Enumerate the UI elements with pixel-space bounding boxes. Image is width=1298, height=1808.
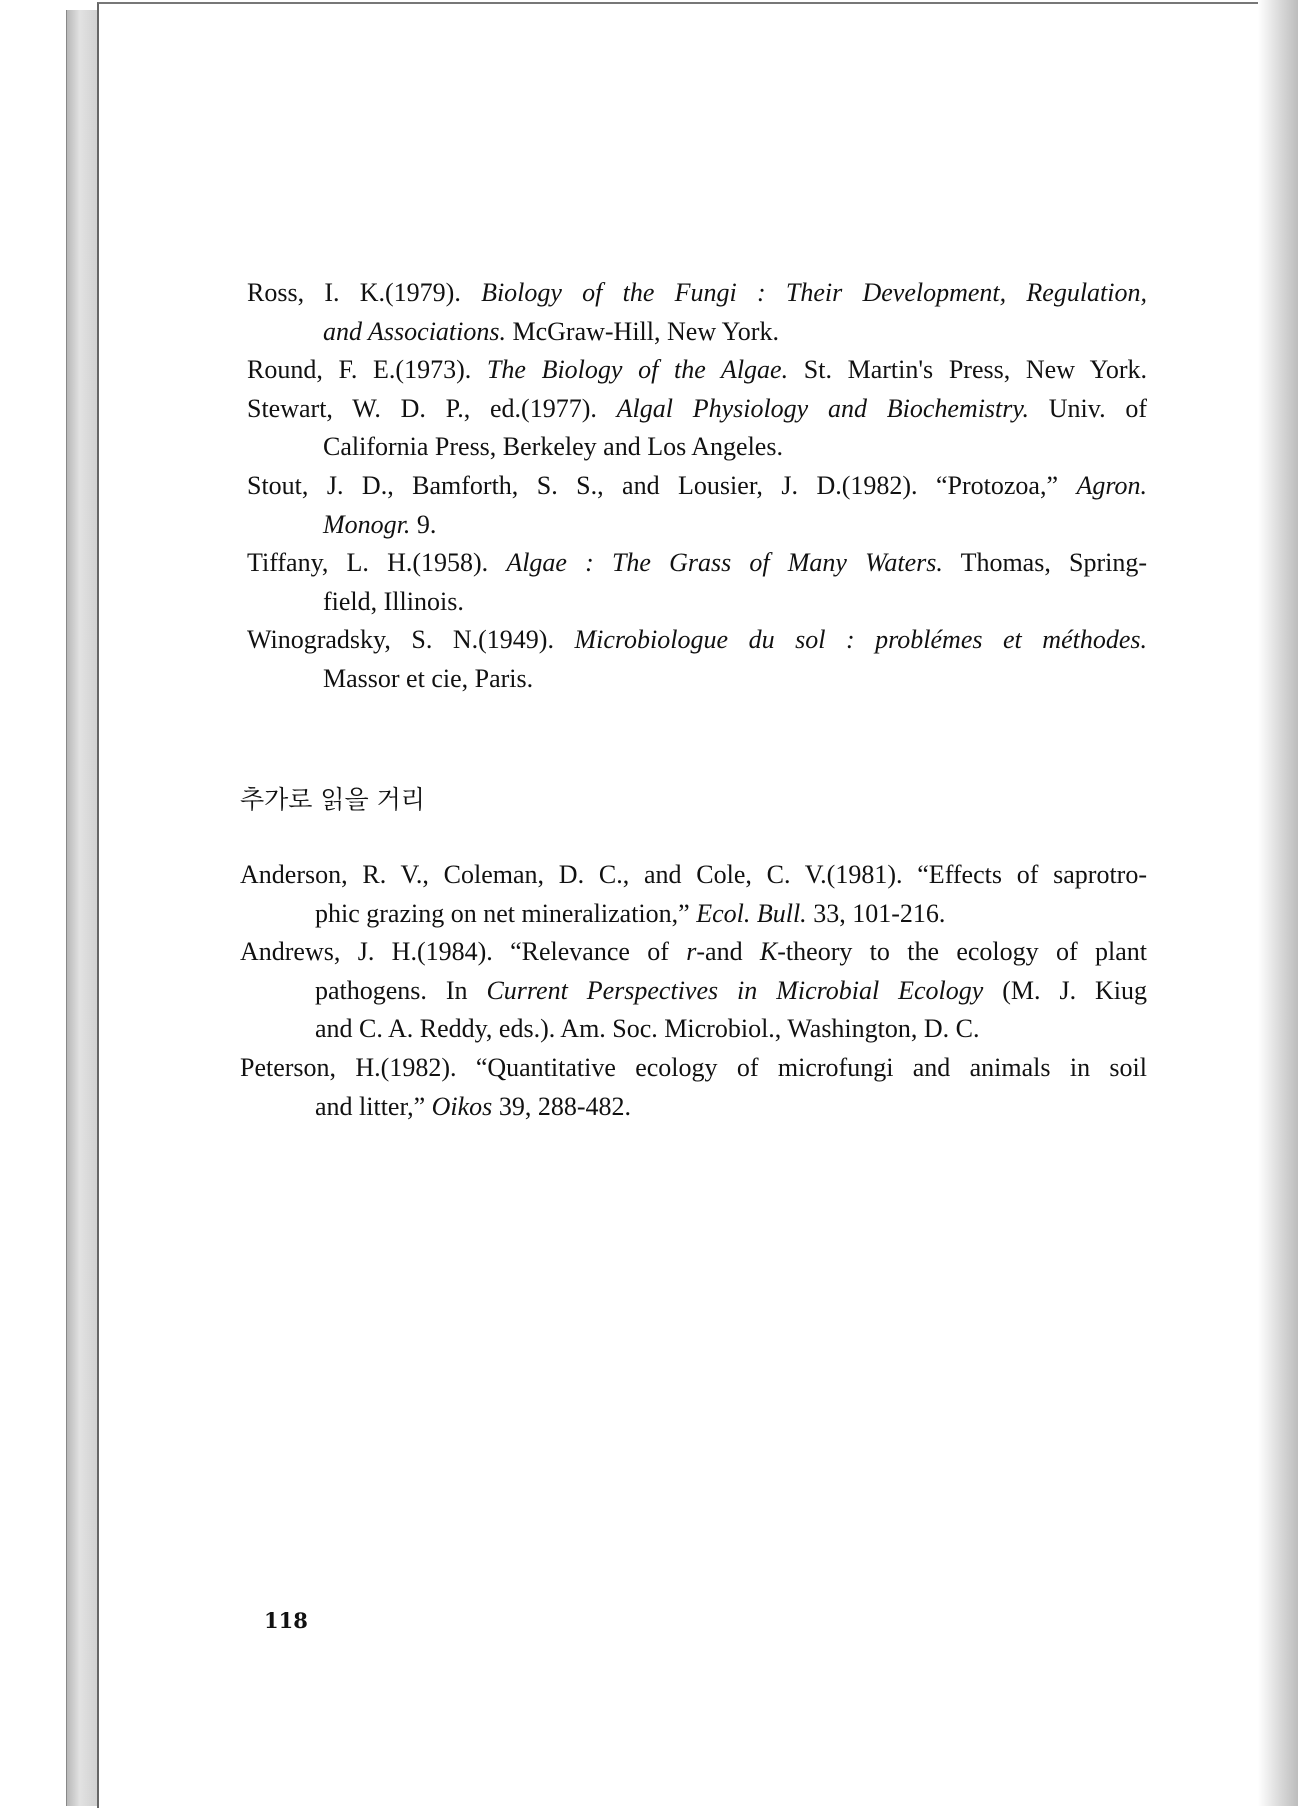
reference-line [240, 895, 1147, 934]
text-segment: Winogradsky, S. N.(1949). [247, 625, 575, 655]
reference-entry [247, 544, 1147, 621]
reference-line [247, 506, 1147, 545]
text-segment: Thomas, Spring- [942, 548, 1147, 578]
reference-line [240, 1049, 1147, 1088]
reference-line [247, 583, 1147, 622]
text-segment: Tiffany, L. H.(1958). [247, 548, 507, 578]
text-segment: pathogens. In [315, 975, 487, 1005]
reference-line [247, 467, 1147, 506]
text-segment: Anderson, R. V., Coleman, D. C., and Cole, C. V.(1981). “Effects of saprotro- [240, 860, 1147, 889]
italic-text: The Biology of the Algae. [486, 355, 789, 385]
italic-text: K [759, 937, 778, 967]
text-segment: -and [696, 937, 760, 967]
reference-line [247, 390, 1147, 429]
italic-text: and Associations. [323, 316, 506, 346]
text-segment: phic grazing on net mineralization,” [315, 898, 697, 928]
text-segment: Andrews, J. H.(1984). “Relevance of [240, 937, 687, 967]
text-segment: Round, F. E.(1973). [247, 355, 487, 385]
text-segment: (M. J. Kiug [983, 975, 1147, 1005]
text-segment: Stout, J. D., Bamforth, S. S., and Lousier, J. D.(1982). “Protozoa,” [247, 470, 1077, 500]
references-list [247, 274, 1147, 699]
italic-text: Biology of the Fungi : Their Development, Regulation, [481, 278, 1147, 307]
reference-line [247, 621, 1147, 660]
reference-entry [247, 467, 1147, 544]
text-segment: 33, 101-216. [806, 898, 946, 928]
italic-text: Algal Physiology and Biochemistry. [616, 393, 1029, 423]
page-number: 118 [264, 1608, 308, 1633]
italic-text: Agron. [1076, 470, 1147, 500]
reference-entry [240, 933, 1147, 1049]
text-segment: Stewart, W. D. P., ed.(1977). [247, 393, 617, 423]
italic-text: Monogr. [323, 509, 411, 539]
text-segment: St. Martin's Press, New York. [788, 355, 1147, 385]
reference-entry [247, 390, 1147, 467]
reference-line [240, 972, 1147, 1011]
text-segment: Univ. of [1029, 393, 1147, 423]
reference-entry [247, 274, 1147, 351]
reference-line [247, 313, 1147, 352]
text-segment: and litter,” [315, 1091, 432, 1121]
reference-line [247, 428, 1147, 467]
book-spine [66, 10, 99, 1806]
reference-entry [247, 351, 1147, 390]
reference-entry [240, 856, 1147, 933]
reference-line [240, 856, 1147, 895]
reference-line [247, 660, 1147, 699]
italic-text: Algae : The Grass of Many Waters. [506, 548, 943, 578]
text-segment: -theory to the ecology of plant [777, 937, 1147, 967]
reference-entry [247, 621, 1147, 698]
text-segment: 39, 288-482. [492, 1091, 631, 1121]
text-segment: 9. [410, 509, 437, 539]
reference-line [240, 1010, 1147, 1049]
reference-line [240, 933, 1147, 972]
page-edge-shadow [1258, 0, 1298, 1806]
italic-text: Current Perspectives in Microbial Ecology [486, 975, 984, 1005]
italic-text: r [686, 937, 697, 967]
reference-line [240, 1088, 1147, 1127]
italic-text: Ecol. Bull. [696, 898, 807, 928]
text-segment: field, Illinois. [323, 586, 464, 616]
text-segment: California Press, Berkeley and Los Angeles. [323, 432, 783, 462]
text-segment: Massor et cie, Paris. [323, 663, 534, 693]
further-reading-heading: 추가로 읽을 거리 [240, 785, 425, 814]
reference-line [247, 351, 1147, 390]
text-segment: Ross, I. K.(1979). [247, 278, 482, 307]
text-segment: Peterson, H.(1982). “Quantitative ecology of microfungi and animals in soil [240, 1052, 1147, 1082]
text-segment: and C. A. Reddy, eds.). Am. Soc. Microbiol., Washington, D. C. [315, 1014, 980, 1044]
reference-line [247, 544, 1147, 583]
italic-text: Oikos [431, 1091, 493, 1121]
text-segment: McGraw-Hill, New York. [505, 316, 779, 346]
reference-line [247, 274, 1147, 313]
reference-entry [240, 1049, 1147, 1126]
italic-text: Microbiologue du sol : problémes et méthodes. [574, 625, 1147, 655]
further-reading-list [240, 856, 1147, 1126]
